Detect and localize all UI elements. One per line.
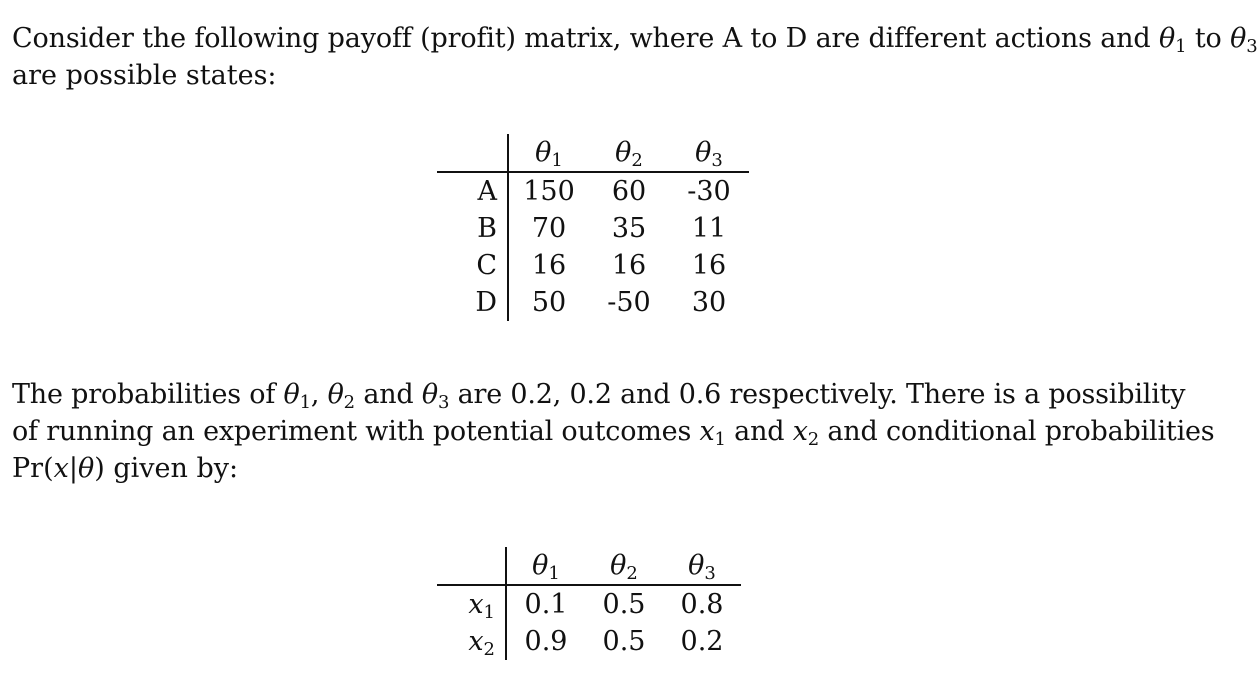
table-cell: 60 <box>611 176 647 207</box>
subscript: 2 <box>483 639 495 660</box>
column-header-theta2 <box>585 547 663 585</box>
paragraph-text: | <box>68 453 78 484</box>
subscript: 3 <box>711 150 723 171</box>
theta-symbol: θ <box>610 550 627 581</box>
theta-symbol: θ <box>535 137 552 168</box>
table-row <box>437 585 741 623</box>
subscript: 3 <box>704 563 716 584</box>
paragraph-text: and conditional probabilities <box>819 416 1215 447</box>
probabilities-line-1 <box>12 376 1240 413</box>
theta-symbol: θ <box>615 137 632 168</box>
table-cell: 70 <box>531 213 567 244</box>
x-symbol: x <box>468 589 484 620</box>
subscript: 2 <box>343 392 355 413</box>
x-symbol: x <box>468 626 484 657</box>
subscript: 2 <box>807 429 820 450</box>
column-header-theta1 <box>506 547 585 585</box>
table-cell: 0.9 <box>524 626 568 657</box>
table-row <box>437 210 749 247</box>
subscript: 1 <box>551 150 563 171</box>
column-header-theta3 <box>669 134 749 172</box>
table-row <box>437 623 741 660</box>
intro-line-1 <box>12 20 1258 57</box>
conditional-probability-table <box>437 547 741 660</box>
intro-text: Consider the following payoff (profit) matrix, where A to D are different actions and <box>12 23 1159 54</box>
probabilities-paragraph <box>12 376 1240 487</box>
probabilities-line-2 <box>12 413 1240 450</box>
table-cell: 0.2 <box>680 626 724 657</box>
x-symbol: x <box>53 453 69 484</box>
theta-symbol: θ <box>283 379 300 410</box>
table-cell: -50 <box>607 287 651 318</box>
theta-symbol: θ <box>532 550 549 581</box>
subscript: 2 <box>626 563 638 584</box>
subscript: 3 <box>1246 36 1258 57</box>
table-cell: 30 <box>691 287 727 318</box>
table-cell: 16 <box>691 250 727 281</box>
paragraph-text: and <box>725 416 793 447</box>
table-cell: 0.1 <box>524 589 568 620</box>
subscript: 1 <box>483 602 495 623</box>
intro-line-2: are possible states: <box>12 60 277 91</box>
subscript: 1 <box>548 563 560 584</box>
row-label: C <box>437 247 508 284</box>
paragraph-text: and <box>354 379 422 410</box>
paragraph-text: of running an experiment with potential outcomes <box>12 416 700 447</box>
paragraph-text: , <box>310 379 328 410</box>
x-symbol: x <box>699 416 715 447</box>
probabilities-line-3 <box>12 450 1240 487</box>
intro-text: to <box>1186 23 1231 54</box>
conditional-corner <box>437 547 506 585</box>
row-label <box>437 623 506 660</box>
table-cell: 16 <box>611 250 647 281</box>
table-cell: 50 <box>531 287 567 318</box>
conditional-header-row <box>437 547 741 585</box>
theta-symbol: θ <box>1158 23 1176 54</box>
subscript: 3 <box>437 392 450 413</box>
table-row <box>437 172 749 210</box>
table-cell: 150 <box>523 176 575 207</box>
row-label <box>437 585 506 623</box>
table-cell: -30 <box>687 176 731 207</box>
subscript: 2 <box>631 150 643 171</box>
intro-paragraph <box>12 20 1258 94</box>
x-symbol: x <box>792 416 808 447</box>
paragraph-text: ) given by: <box>94 453 239 484</box>
table-cell: 16 <box>531 250 567 281</box>
column-header-theta1 <box>508 134 589 172</box>
theta-symbol: θ <box>1230 23 1247 54</box>
theta-symbol: θ <box>688 550 705 581</box>
subscript: 1 <box>299 392 311 413</box>
table-cell: 0.5 <box>602 626 646 657</box>
payoff-matrix <box>437 134 749 321</box>
theta-symbol: θ <box>695 137 712 168</box>
theta-symbol: θ <box>327 379 344 410</box>
table-cell: 11 <box>691 213 727 244</box>
theta-symbol: θ <box>77 453 95 484</box>
table-cell: 0.8 <box>680 589 724 620</box>
paragraph-text: The probabilities of <box>12 379 284 410</box>
table-cell: 35 <box>611 213 647 244</box>
table-row <box>437 247 749 284</box>
payoff-header-row <box>437 134 749 172</box>
table-row <box>437 284 749 321</box>
paragraph-text: are 0.2, 0.2 and 0.6 respectively. There is a possibility <box>449 379 1186 410</box>
row-label: A <box>437 172 508 210</box>
subscript: 1 <box>1175 36 1187 57</box>
table-cell: 0.5 <box>602 589 646 620</box>
row-label: B <box>437 210 508 247</box>
row-label: D <box>437 284 508 321</box>
column-header-theta3 <box>663 547 741 585</box>
theta-symbol: θ <box>421 379 438 410</box>
paragraph-text: Pr( <box>12 453 54 484</box>
column-header-theta2 <box>589 134 669 172</box>
subscript: 1 <box>714 429 726 450</box>
payoff-corner <box>437 134 508 172</box>
